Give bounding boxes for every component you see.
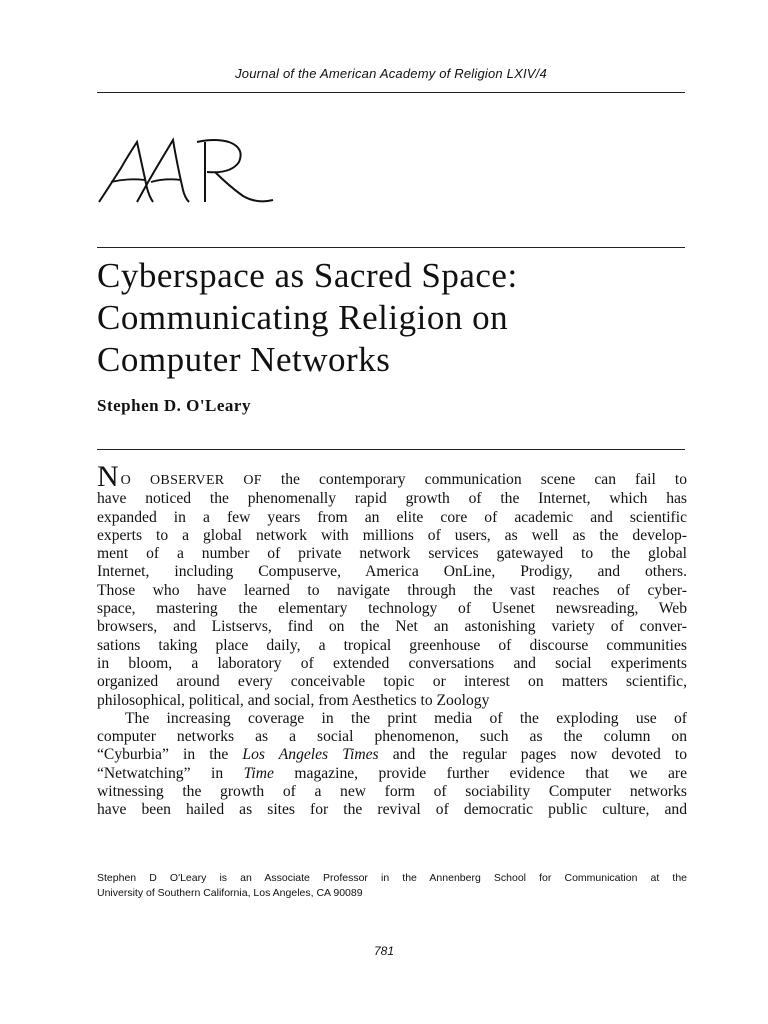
body-line-text: “Netwatching” in	[97, 764, 244, 782]
body-line	[97, 765, 687, 783]
italic-title: Los Angeles Times	[242, 746, 379, 764]
title-line: Communicating Religion on	[97, 298, 509, 337]
title-line: Computer Networks	[97, 340, 391, 379]
body-line-text: the contemporary communication scene can fail to	[261, 471, 687, 488]
body-line: witnessing the growth of a new form of sociability Computer networks	[97, 783, 687, 801]
aar-logo	[97, 130, 287, 212]
footnote-line: University of Southern California, Los Angeles, CA 90089	[97, 887, 363, 899]
article-title	[97, 255, 697, 381]
body-line: in bloom, a laboratory of extended conversations and social experiments	[97, 654, 687, 672]
paragraph-2	[97, 710, 687, 820]
body-line: expanded in a few years from an elite core of academic and scientific	[97, 508, 687, 526]
body-line: ment of a number of private network services gatewayed to the global	[97, 545, 687, 563]
body-line: experts to a global network with millions of users, as well as the develop-	[97, 526, 687, 544]
body-line: philosophical, political, and social, from Aesthetics to Zoology	[97, 691, 490, 709]
body-line: organized around every conceivable topic or interest on matters scientific,	[97, 673, 687, 691]
body-line: have been hailed as sites for the revival of democratic public culture, and	[97, 801, 687, 819]
title-top-rule	[97, 247, 685, 248]
author-footnote	[97, 871, 687, 901]
body-line-text: “Cyburbia” in the	[97, 746, 243, 764]
title-line: Cyberspace as Sacred Space:	[97, 256, 518, 295]
body-line: Internet, including Compuserve, America OnLine, Prodigy, and others.	[97, 563, 687, 581]
body-line	[97, 460, 687, 493]
footnote-line: Stephen D O'Leary is an Associate Professor in the Annenberg School for Communication at the	[97, 872, 687, 884]
body-line-text: magazine, provide further evidence that we are	[273, 764, 687, 782]
body-line: sations taking place daily, a tropical greenhouse of discourse communities	[97, 636, 687, 654]
body-line: browsers, and Listservs, find on the Net an astonishing variety of conver-	[97, 618, 687, 636]
header-rule	[97, 92, 685, 93]
author-name: Stephen D. O'Leary	[97, 396, 251, 415]
body-line: The increasing coverage in the print media of the exploding use of	[125, 709, 687, 727]
body-line	[97, 746, 687, 764]
running-head: Journal of the American Academy of Religion LXIV/4	[235, 66, 547, 81]
article-body	[97, 460, 687, 820]
body-line: have noticed the phenomenally rapid growth of the Internet, which has	[97, 490, 687, 508]
body-line: Those who have learned to navigate through the vast reaches of cyber-	[97, 581, 687, 599]
paragraph-1	[97, 460, 687, 710]
small-caps-lead: O OBSERVER OF	[120, 473, 262, 488]
body-line: computer networks as a social phenomenon, such as the column on	[97, 728, 687, 746]
body-line: space, mastering the elementary technology of Usenet newsreading, Web	[97, 600, 687, 618]
italic-title: Time	[243, 764, 274, 782]
author-rule	[97, 449, 685, 450]
page-number: 781	[373, 944, 395, 958]
drop-cap: N	[97, 460, 119, 493]
body-line-text: and the regular pages now devoted to	[378, 746, 687, 764]
